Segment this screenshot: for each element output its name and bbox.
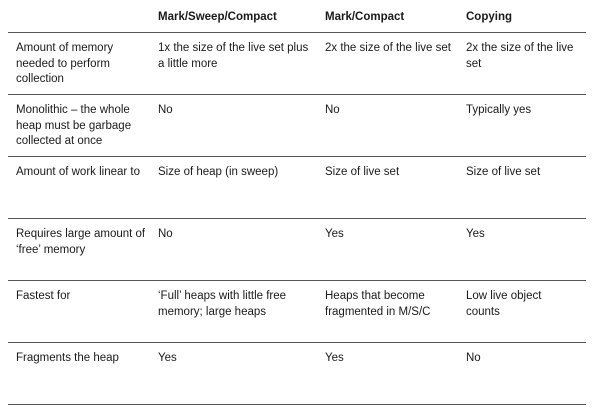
table-cell: Size of heap (in sweep) <box>158 166 279 178</box>
row-label: Monolithic – the whole heap must be garbage collected at once <box>16 104 132 147</box>
row-label: Fragments the heap <box>16 352 119 364</box>
table-cell: No <box>158 228 173 240</box>
table-row <box>8 281 586 343</box>
row-label: Fastest for <box>16 290 71 302</box>
table-cell: Low live object counts <box>466 290 542 318</box>
table-cell: Yes <box>466 228 485 240</box>
table-row <box>8 343 586 405</box>
table-row <box>8 219 586 281</box>
table-cell: Yes <box>325 352 344 364</box>
table-row <box>8 157 586 219</box>
table-cell: No <box>325 104 340 116</box>
comparison-table <box>8 0 586 405</box>
table-header-row <box>8 0 586 33</box>
table-cell: No <box>158 104 173 116</box>
table-cell: ‘Full’ heaps with little free memory; large heaps <box>158 290 287 318</box>
table-cell: Yes <box>158 352 177 364</box>
table-cell: 2x the size of the live set <box>325 42 451 54</box>
table-row <box>8 95 586 157</box>
table-cell: 2x the size of the live set <box>466 42 574 70</box>
table-cell: Yes <box>325 228 344 240</box>
table-cell: Heaps that become fragmented in M/S/C <box>325 290 431 318</box>
table-cell: 1x the size of the live set plus a little more <box>158 42 309 70</box>
table-cell: Typically yes <box>466 104 532 116</box>
table-cell: Size of live set <box>466 166 541 178</box>
table-row <box>8 33 586 95</box>
row-label: Requires large amount of ‘free’ memory <box>16 228 146 256</box>
table-cell: Size of live set <box>325 166 400 178</box>
header-cell-mark-compact: Mark/Compact <box>325 11 405 23</box>
header-cell-mark-sweep-compact: Mark/Sweep/Compact <box>158 11 277 23</box>
row-label: Amount of memory needed to perform collection <box>16 42 114 85</box>
header-cell-empty <box>8 0 158 32</box>
table-cell: No <box>466 352 481 364</box>
header-cell-copying: Copying <box>466 11 512 23</box>
row-label: Amount of work linear to <box>16 166 141 178</box>
